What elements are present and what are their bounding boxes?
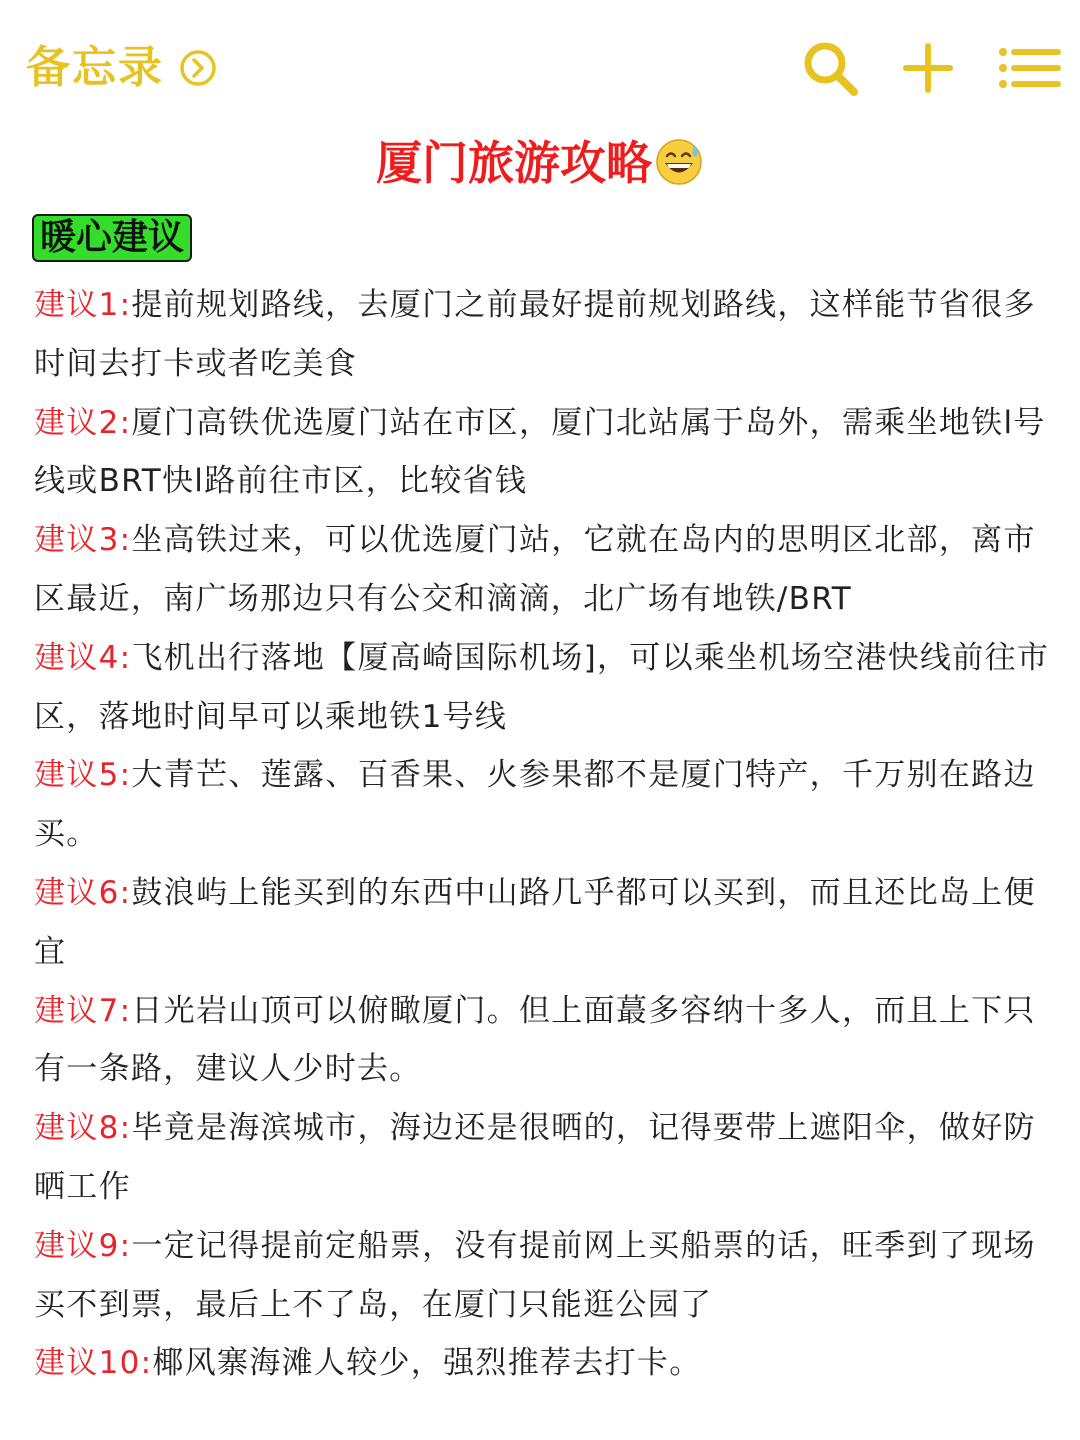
list-item [34, 1217, 1050, 1335]
top-bar [0, 0, 1080, 130]
tip-text: 大青芒、莲露、百香果、火参果都不是厦门特产，千万别在路边买。 [34, 757, 1036, 853]
list-item [34, 1099, 1050, 1217]
list-item [34, 511, 1050, 629]
list-item [34, 394, 1050, 512]
tip-text: 提前规划路线，去厦门之前最好提前规划路线，这样能节省很多时间去打卡或者吃美食 [34, 287, 1036, 382]
list-item [34, 982, 1050, 1100]
list-item [34, 276, 1050, 394]
tip-text: 厦门高铁优选厦门站在市区，厦门北站属于岛外，需乘坐地铁l号线或BRT快l路前往市区，比较省钱 [34, 404, 1046, 500]
list-item [34, 746, 1050, 864]
tip-label: 建议7: [34, 992, 132, 1029]
list-item [34, 629, 1050, 747]
tip-label: 建议1: [34, 287, 132, 323]
back-to-notes-button[interactable]: 备忘录 [26, 42, 164, 93]
tip-text: 坐高铁过来，可以优选厦门站，它就在岛内的思明区北部，离市区最近，南广场那边只有公交和滴滴，北广场有地铁/BRT [34, 522, 1036, 617]
tip-text: 椰风寨海滩人较少，强烈推荐去打卡。 [152, 1345, 702, 1382]
tip-text: 一定记得提前定船票，没有提前网上买船票的话，旺季到了现场买不到票，最后上不了岛，在厦门只能逛公园了 [34, 1227, 1036, 1323]
add-icon[interactable] [902, 38, 954, 98]
tip-text: 飞机出行落地【厦高崎国际机场]，可以乘坐机场空港快线前往市区，落地时间早可以乘地铁1号线 [34, 639, 1050, 735]
tip-text: 日光岩山顶可以俯瞰厦门。但上面蕞多容纳十多人，而且上下只有一条路，建议人少时去。 [34, 992, 1036, 1088]
list-item [34, 1334, 1050, 1393]
tips-list [34, 276, 1050, 1393]
tip-label: 建议5: [34, 757, 132, 794]
grinning-sweat-emoji-icon [654, 137, 704, 187]
note-title [0, 128, 1080, 198]
tip-text: 毕竟是海滨城市，海边还是很晒的，记得要带上遮阳伞，做好防晒工作 [34, 1110, 1036, 1205]
tip-label: 建议9: [34, 1227, 132, 1264]
tip-label: 建议2: [34, 404, 132, 441]
tip-label: 建议8: [34, 1110, 132, 1147]
list-menu-icon[interactable] [996, 38, 1062, 98]
note-title-text: 厦门旅游攻略 [376, 136, 652, 190]
tip-text: 鼓浪屿上能买到的东西中山路几乎都可以买到，而且还比岛上便宜 [34, 874, 1036, 970]
list-item [34, 864, 1050, 982]
tip-label: 建议10: [34, 1345, 153, 1382]
chevron-right-icon[interactable] [178, 48, 218, 88]
tip-label: 建议4: [34, 639, 132, 676]
search-icon[interactable] [800, 38, 862, 100]
tip-label: 建议3: [34, 522, 132, 559]
tip-label: 建议6: [34, 874, 132, 911]
section-label-warm-tips: 暖心建议 [32, 214, 192, 262]
